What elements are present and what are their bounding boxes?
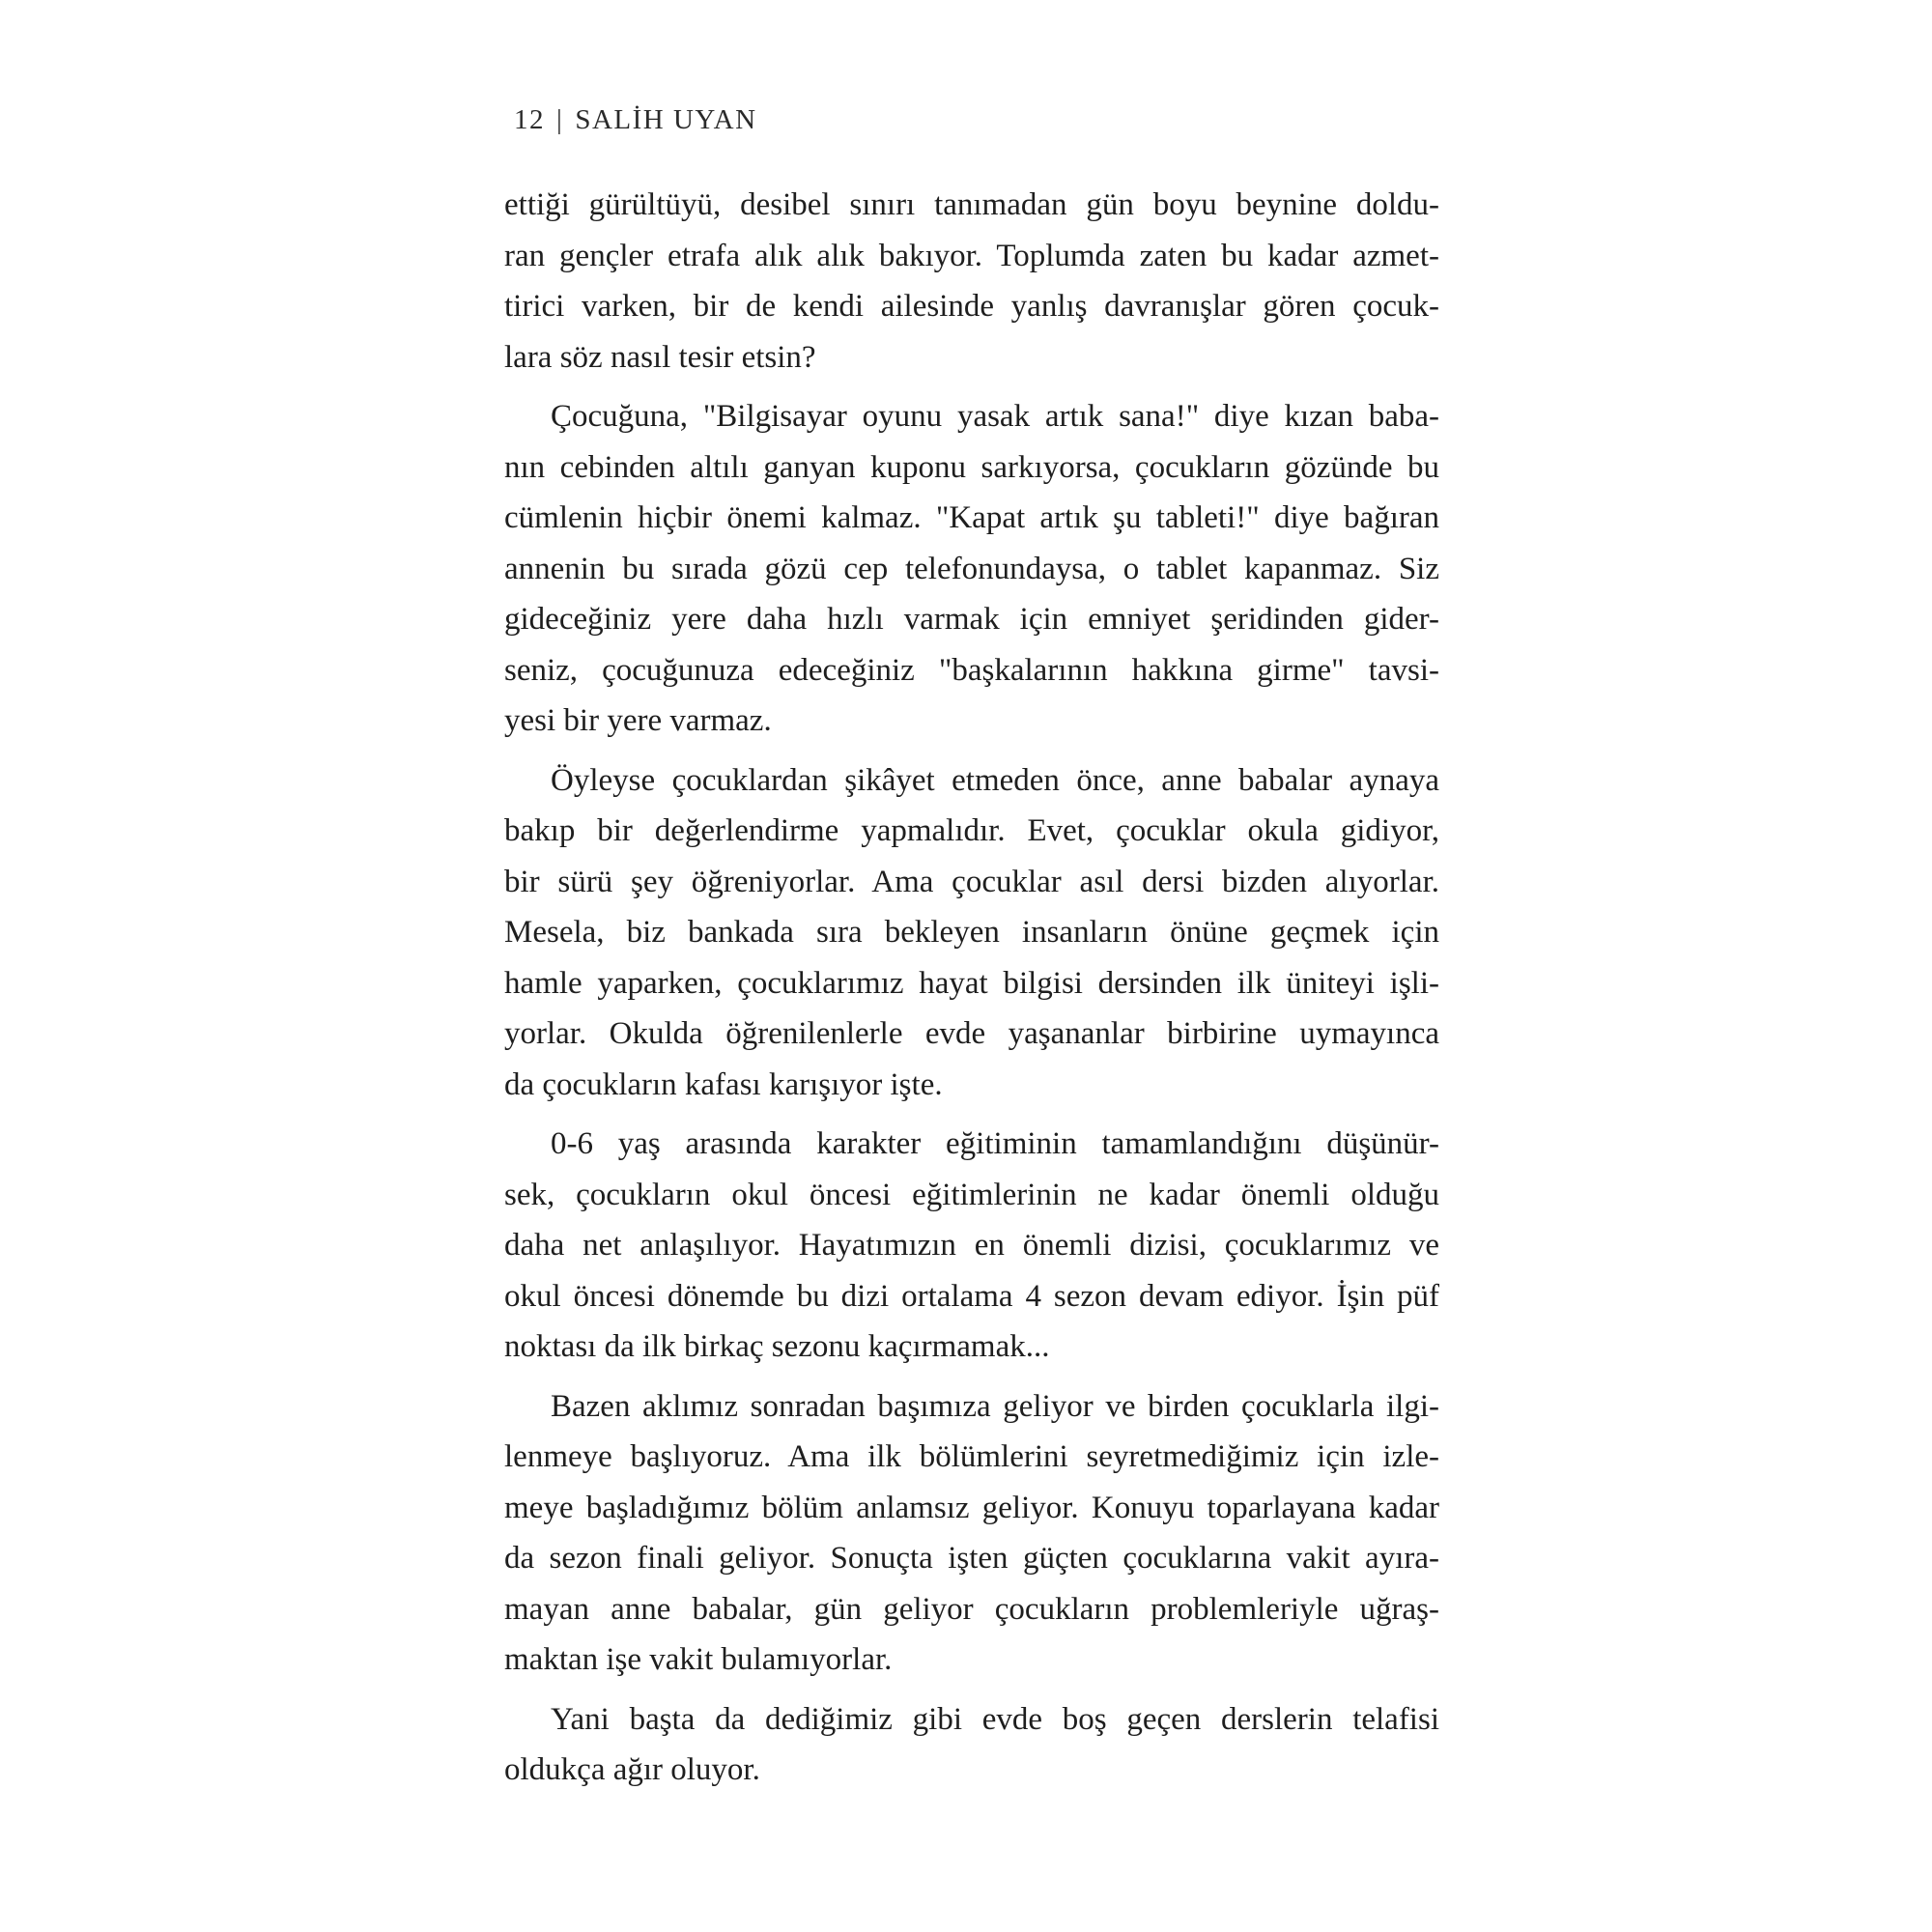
paragraph bbox=[504, 391, 1439, 747]
paragraph bbox=[504, 755, 1439, 1111]
text-line: ettiği gürültüyü, desibel sınırı tanımadan gün boyu beynine doldu- bbox=[504, 187, 1439, 222]
text-line: yorlar. Okulda öğrenilenlerle evde yaşananlar birbirine uymayınca bbox=[504, 1016, 1439, 1051]
text-line: gideceğiniz yere daha hızlı varmak için emniyet şeridinden gider- bbox=[504, 602, 1439, 637]
text-line: da sezon finali geliyor. Sonuçta işten güçten çocuklarına vakit ayıra- bbox=[504, 1541, 1439, 1576]
text-line: ran gençler etrafa alık alık bakıyor. Toplumda zaten bu kadar azmet- bbox=[504, 238, 1439, 273]
paragraph bbox=[504, 180, 1439, 383]
text-line: hamle yaparken, çocuklarımız hayat bilgisi dersinden ilk üniteyi işli- bbox=[504, 965, 1439, 1001]
text-line: Mesela, biz bankada sıra bekleyen insanların önüne geçmek için bbox=[504, 915, 1439, 950]
text-line: sek, çocukların okul öncesi eğitimlerinin ne kadar önemli olduğu bbox=[504, 1177, 1439, 1212]
text-line: lara söz nasıl tesir etsin? bbox=[504, 339, 816, 375]
text-line: meye başladığımız bölüm anlamsız geliyor. Konuyu toparlayana kadar bbox=[504, 1490, 1439, 1525]
text-line: cümlenin hiçbir önemi kalmaz. "Kapat artık şu tableti!" diye bağıran bbox=[504, 500, 1439, 535]
author-name: SALİH UYAN bbox=[575, 104, 757, 135]
text-line: daha net anlaşılıyor. Hayatımızın en önemli dizisi, çocuklarımız ve bbox=[504, 1228, 1439, 1263]
running-head bbox=[514, 104, 757, 136]
text-line: bakıp bir değerlendirme yapmalıdır. Evet, çocuklar okula gidiyor, bbox=[504, 813, 1439, 848]
text-line: Yani başta da dediğimiz gibi evde boş geçen derslerin telafisi bbox=[551, 1701, 1439, 1737]
text-line: yesi bir yere varmaz. bbox=[504, 703, 772, 738]
paragraph bbox=[504, 1381, 1439, 1686]
paragraph bbox=[504, 1119, 1439, 1373]
text-line: da çocukların kafası karışıyor işte. bbox=[504, 1066, 943, 1102]
paragraph bbox=[504, 1694, 1439, 1796]
page-number: 12 bbox=[514, 104, 545, 135]
text-line: 0-6 yaş arasında karakter eğitiminin tamamlandığını düşünür- bbox=[551, 1126, 1439, 1161]
text-line: mayan anne babalar, gün geliyor çocukların problemleriyle uğraş- bbox=[504, 1591, 1439, 1627]
text-line: seniz, çocuğunuza edeceğiniz "başkalarının hakkına girme" tavsi- bbox=[504, 652, 1439, 688]
text-line: oldukça ağır oluyor. bbox=[504, 1752, 760, 1787]
text-line: okul öncesi dönemde bu dizi ortalama 4 sezon devam ediyor. İşin püf bbox=[504, 1278, 1439, 1314]
text-line: Çocuğuna, "Bilgisayar oyunu yasak artık sana!" diye kızan baba- bbox=[551, 399, 1439, 434]
text-line: Öyleyse çocuklardan şikâyet etmeden önce, anne babalar aynaya bbox=[551, 762, 1439, 798]
text-line: maktan işe vakit bulamıyorlar. bbox=[504, 1642, 893, 1677]
text-line: lenmeye başlıyoruz. Ama ilk bölümlerini seyretmediğimiz için izle- bbox=[504, 1439, 1439, 1474]
text-line: annenin bu sırada gözü cep telefonundaysa, o tablet kapanmaz. Siz bbox=[504, 551, 1439, 586]
body-text bbox=[504, 180, 1439, 1804]
text-line: bir sürü şey öğreniyorlar. Ama çocuklar asıl dersi bizden alıyorlar. bbox=[504, 864, 1439, 899]
text-line: Bazen aklımız sonradan başımıza geliyor ve birden çocuklarla ilgi- bbox=[551, 1388, 1439, 1424]
text-line: nın cebinden altılı ganyan kuponu sarkıyorsa, çocukların gözünde bu bbox=[504, 449, 1439, 485]
header-separator: | bbox=[556, 104, 564, 135]
text-line: noktası da ilk birkaç sezonu kaçırmamak... bbox=[504, 1329, 1050, 1364]
text-line: tirici varken, bir de kendi ailesinde yanlış davranışlar gören çocuk- bbox=[504, 289, 1439, 324]
